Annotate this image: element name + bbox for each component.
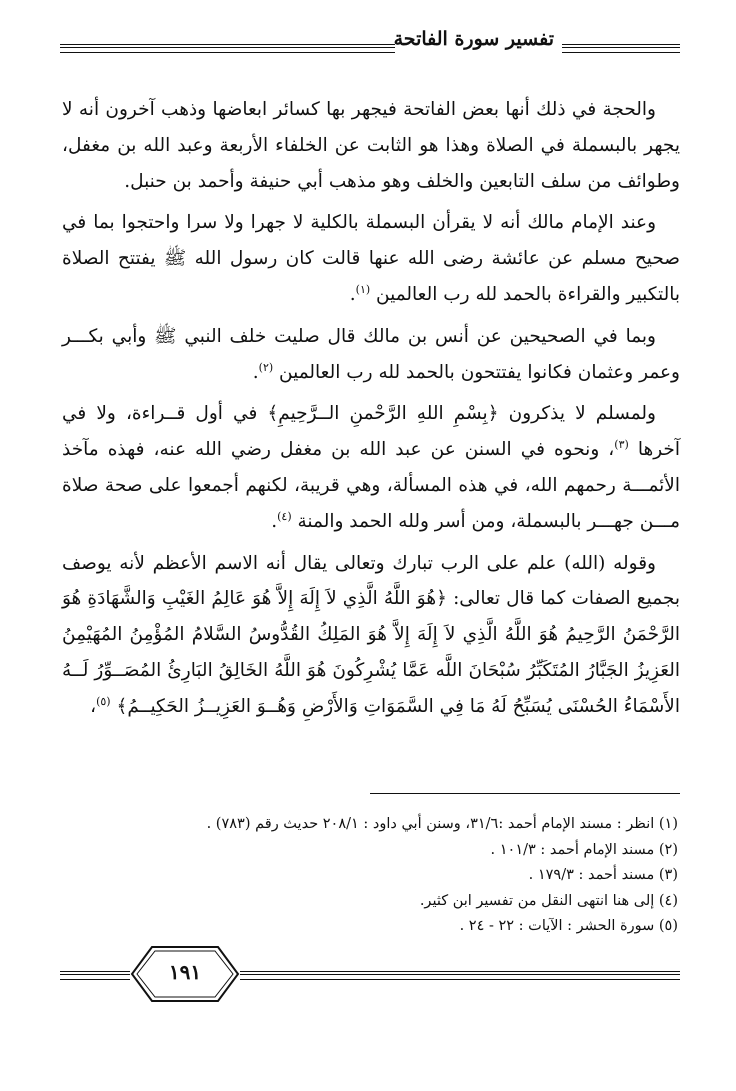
quran-verse: ﴿هُوَ اللَّهُ الَّذِي لاَ إِلَهَ إِلاَّ هُوَ عَالِمُ الغَيْبِ وَالشَّهَادَةِ هُوَ الرَّحْمَنُ الرَّحِيمُ هُوَ اللَّهُ الَّذِي لاَ إِلَهَ إِلاَّ هُوَ المَلِكُ القُدُّوسُ السَّلامُ المُؤْمِنُ المُهَيْمِنُ العَزِيزُ الجَبَّارُ المُتَكَبِّرُ سُبْحَانَ اللَّه عَمَّا يُشْرِكُونَ هُوَ اللَّهُ الخَالِقُ البَارِئُ المُصَــوِّرُ لَــهُ الأَسْمَاءُ الحُسْنَى يُسَبِّحُ لَهُ مَا فِي السَّمَوَاتِ وَالأَرْضِ وَهُــوَ العَزِيــزُ الحَكِيــمُ﴾ [62,588,680,717]
footnote-4: (٤) إلى هنا انتهى النقل من تفسير ابن كثير. [419,892,678,909]
header-rule-right [562,44,680,53]
page-number: ١٩١ [168,960,202,984]
footnote-2: (٢) مسند الإمام أحمد : ١٠١/٣ . [490,841,678,858]
footer-rule-right [240,971,680,980]
footnote-ref-1: (١) [355,282,371,296]
footnote-5: (٥) سورة الحشر : الآيات : ٢٢ - ٢٤ . [459,918,678,934]
footnote-ref-2: (٢) [258,360,274,374]
paragraph-4: ولمسلم لا يذكرون ﴿بِسْمِ اللهِ الرَّحْمنِ الــرَّحِيمِ﴾ في أول قــراءة، ولا في آخرها $^{(٣)}$، ونحوه في السنن عن عبد الله بن مغفل رضي الله عنه، فهذه مآخذ الأئمـــة رحمهم الله، في هذه المسألة، وهي قريبة، لكنهم أجمعوا على صحة صلاة مـــن جهـــر بالبسملة، ومن أسر ولله الحمد والمنة $^{(٤)}$. [62,403,680,532]
running-header [60,24,680,68]
footnote-ref-3: (٣) [614,438,629,452]
header-title: تفسير سورة الفاتحة [393,28,554,50]
footnote-3: (٣) مسند أحمد : ١٧٩/٣ . [528,867,678,883]
paragraph-4-text-b: في أول قــراءة، ولا في آخرها [62,403,680,461]
footnotes [118,812,678,940]
footnote-separator [370,793,680,794]
footnote-1: (١) انظر : مسند الإمام أحمد :٣١/٦، وسنن أبي داود : ٢٠٨/١ حديث رقم (٧٨٣) . [206,816,678,832]
paragraph-1-text: والحجة في ذلك أنها بعض الفاتحة فيجهر بها كسائر ابعاضها وذهب آخرون أنه لا يجهر بالبسملة في الصلاة وهذا هو الثابت عن الخلفاء الأربعة وعبد الله بن مغفل، وطوائف من سلف التابعين والخلف وهو مذهب أبي حنيفة وأحمد بن حنبل. [62,99,680,192]
paragraph-5-text: وقوله (الله) علم على الرب تبارك وتعالى يقال أنه الاسم الأعظم لأنه يوصف بجميع الصفات كما قال تعالى: [62,552,680,610]
paragraph-4-text-c: ، ونحوه في السنن عن عبد الله بن مغفل رضي الله عنه، فهذه مآخذ الأئمـــة رحمهم الله، في هذه المسألة، وهي قريبة، لكنهم أجمعوا على صحة صلاة مـــن جهـــر بالبسملة، ومن أسر ولله الحمد والمنة [62,439,680,532]
paragraph-2: وعند الإمام مالك أنه لا يقرأن البسملة بالكلية لا جهرا ولا سرا واحتجوا بما في صحيح مسلم عن عائشة رضى الله عنها قالت كان رسول الله ﷺ يفتتح الصلاة بالتكبير والقراءة بالحمد لله رب العالمين $^{(١)}$. [62,212,680,305]
paragraph-3: وبما في الصحيحين عن أنس بن مالك قال صليت خلف النبي ﷺ وأبي بكـــر وعمر وعثمان فكانوا يفتتحون بالحمد لله رب العالمين $^{(٢)}$. [62,325,680,383]
paragraph-2-text: وعند الإمام مالك أنه لا يقرأن البسملة بالكلية لا جهرا ولا سرا واحتجوا بما في صحيح مسلم عن عائشة رضى الله عنها قالت كان رسول الله ﷺ يفتتح الصلاة بالتكبير والقراءة بالحمد لله رب العالمين [62,212,680,305]
paragraph-5-end: ، [90,695,97,717]
quran-basmala: ﴿بِسْمِ اللهِ الرَّحْمنِ الــرَّحِيمِ﴾ [267,403,499,425]
paragraph-1 [62,92,680,199]
paragraph-4-text-a: ولمسلم لا يذكرون [508,403,656,425]
footer-rule-left [60,971,130,980]
page-number-frame [130,945,240,1003]
paragraph-3-text: وبما في الصحيحين عن أنس بن مالك قال صليت خلف النبي ﷺ وأبي بكـــر وعمر وعثمان فكانوا يفتتحون بالحمد لله رب العالمين [62,325,680,383]
header-rule-left [60,44,395,53]
paragraph-5 [62,546,680,725]
footnote-ref-5: (٥) [96,694,111,708]
page-footer [60,945,680,1005]
main-text [62,92,680,731]
footnote-ref-4: (٤) [277,509,292,523]
